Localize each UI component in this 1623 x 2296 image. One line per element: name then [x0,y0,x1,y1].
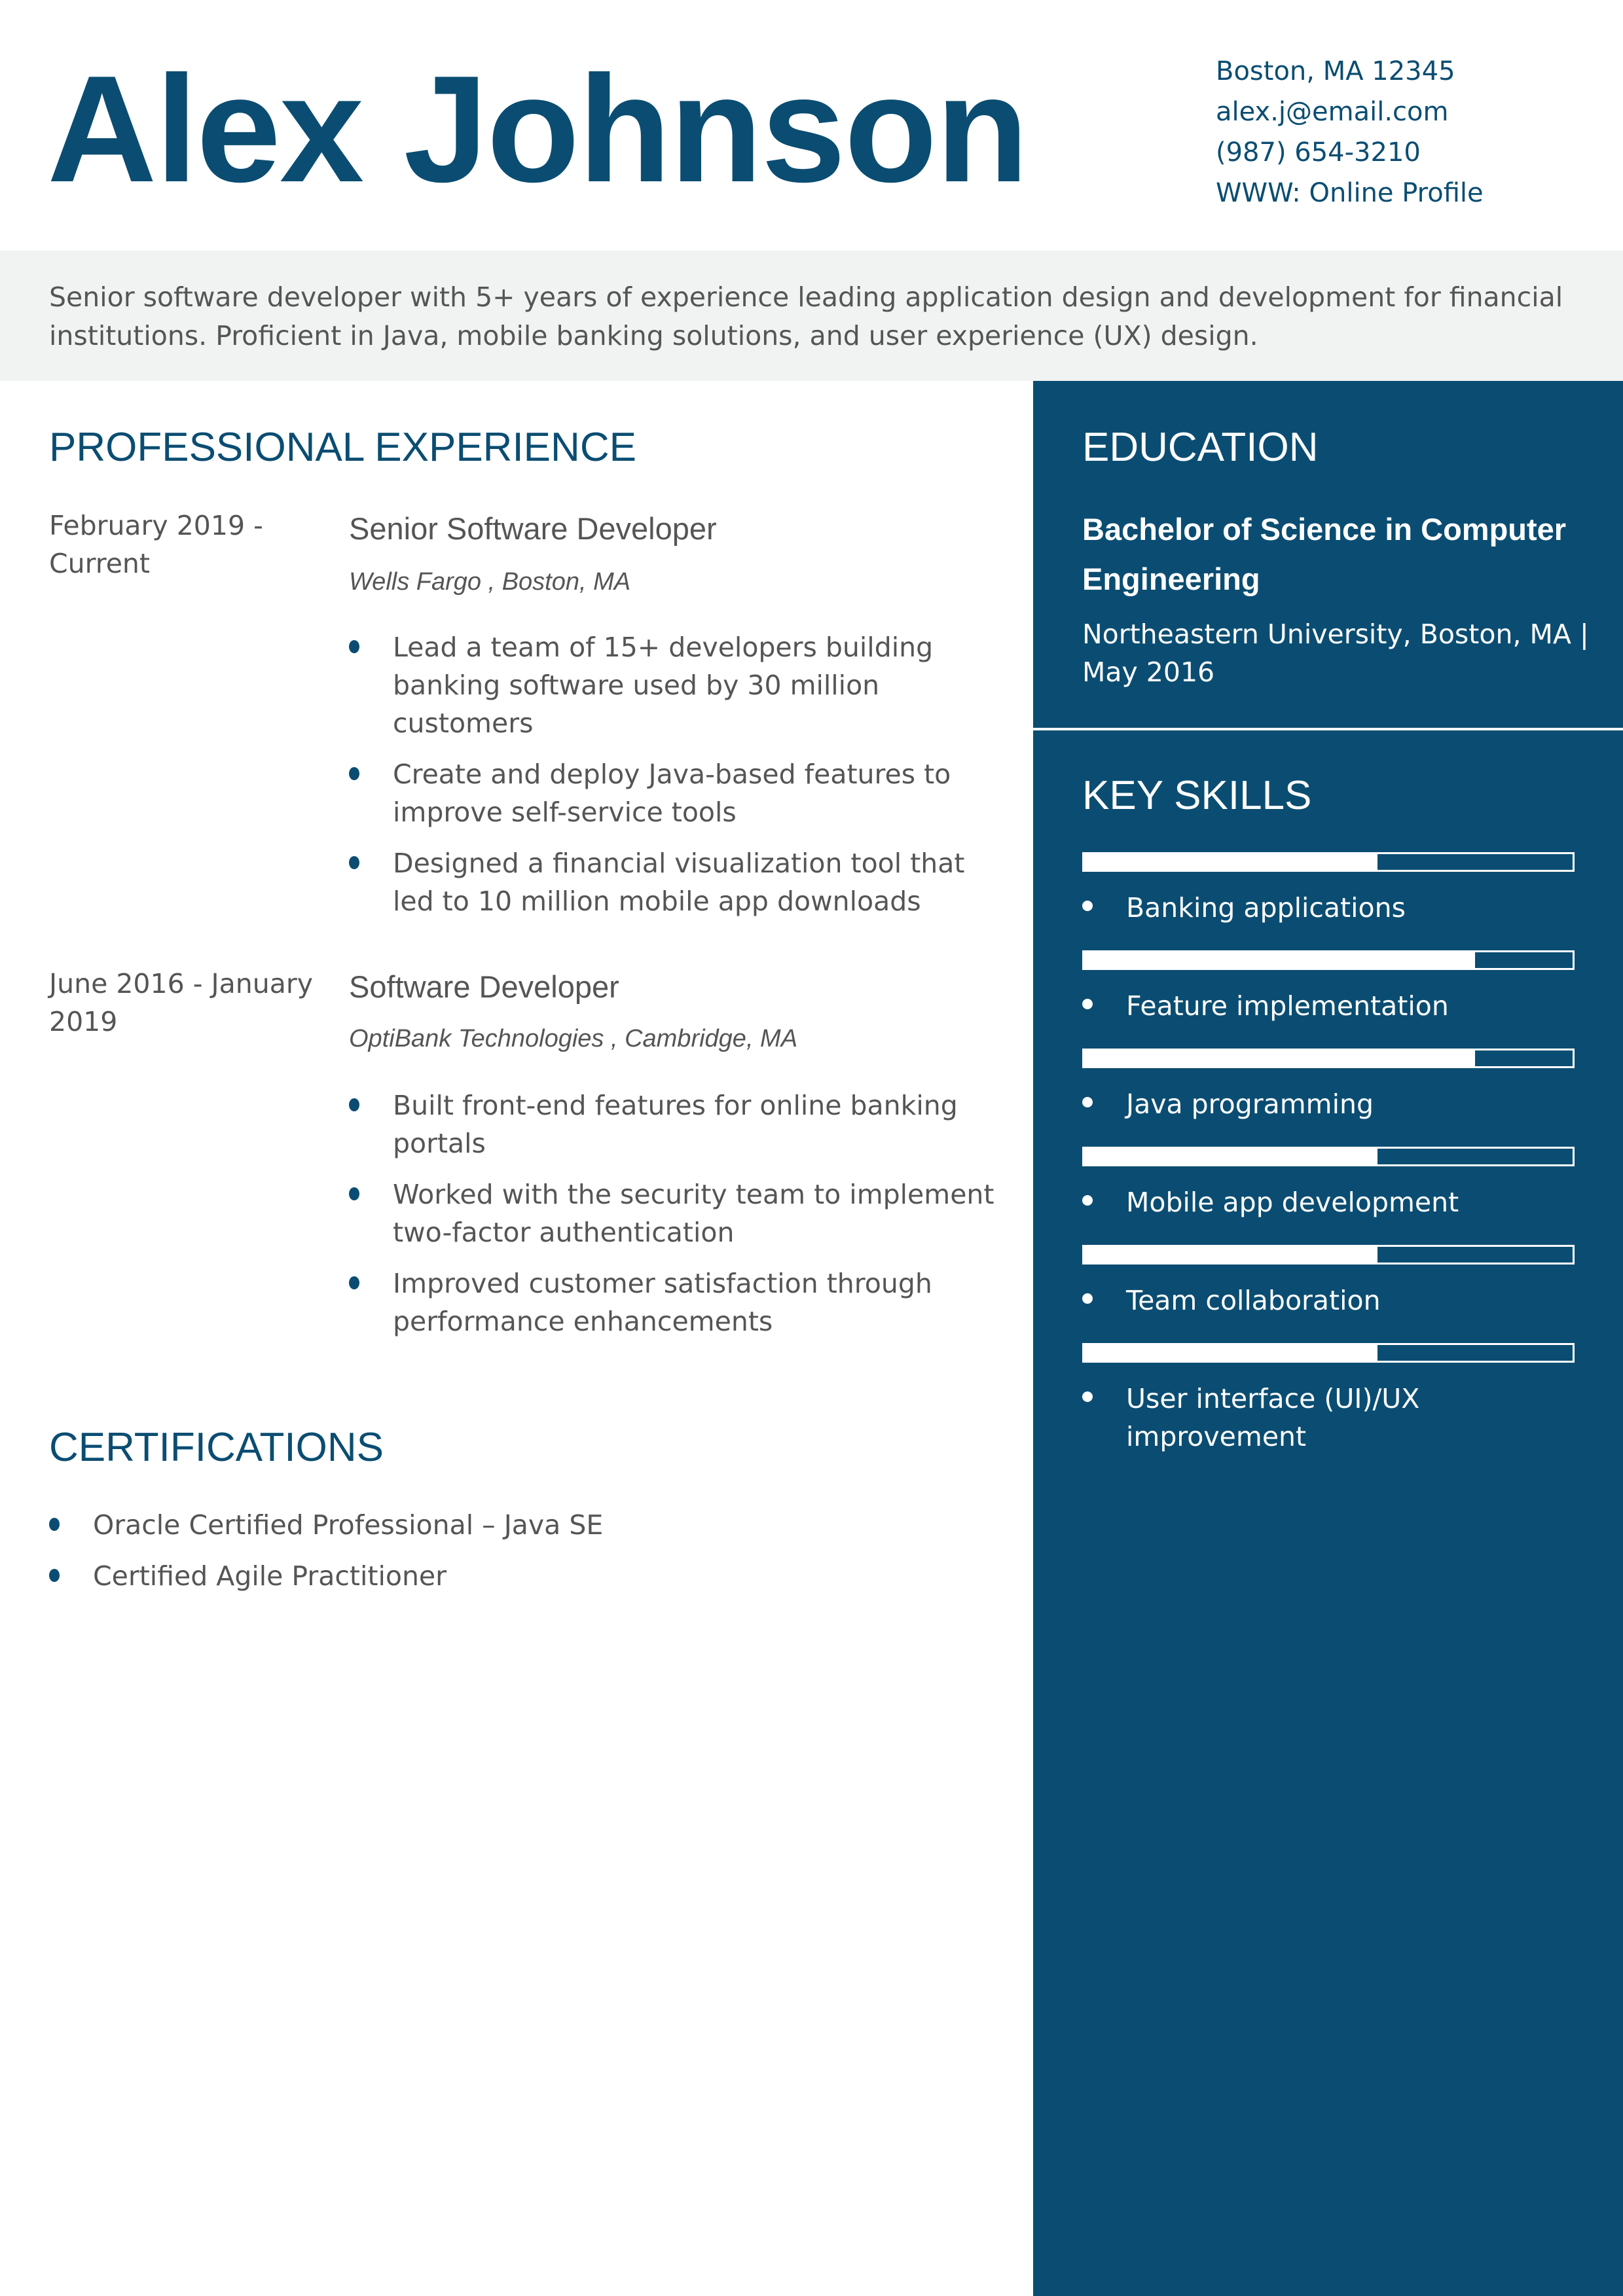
list-item: Certified Agile Practitioner [49,1557,966,1595]
list-item: Designed a financial visualization tool that led to 10 million mobile app downloads [349,844,1004,920]
skill-label: Java programming [1126,1088,1374,1120]
skills-heading: KEY SKILLS [1082,773,1312,818]
bullet-icon [349,1276,359,1289]
skill-item [1082,1343,1575,1456]
skill-label: Banking applications [1126,892,1406,924]
list-item: Built front-end features for online banking portals [349,1086,1004,1162]
skill-level-fill [1084,1050,1475,1066]
skill-label: Mobile app development [1126,1187,1459,1218]
bullet-icon [1082,1195,1093,1206]
list-item: Improved customer satisfaction through performance enhancements [349,1265,1004,1340]
skill-level-fill [1084,1345,1377,1361]
bullet-icon [1082,1293,1093,1304]
bullet-icon [49,1518,60,1531]
sidebar-divider [1033,728,1623,730]
job-1-company: Wells Fargo , Boston, MA [349,568,631,596]
skill-level-bar [1082,950,1575,970]
job-1-bullets [349,628,1004,933]
bullet-icon [349,856,359,869]
contact-address: Boston, MA 12345 [1216,56,1455,86]
list-item: Oracle Certified Professional – Java SE [49,1506,966,1544]
candidate-name: Alex Johnson [47,45,1028,214]
skill-item [1082,1245,1575,1319]
skill-level-bar [1082,1343,1575,1363]
skill-label: Feature implementation [1126,990,1449,1022]
list-item: Create and deploy Java-based features to improve self-service tools [349,755,1004,831]
skill-label: Team collaboration [1126,1285,1381,1316]
skill-level-fill [1084,854,1377,870]
job-2-bullets [349,1086,1004,1354]
skill-item [1082,1147,1575,1221]
skill-level-bar [1082,1049,1575,1068]
education-heading: EDUCATION [1082,425,1319,470]
job-2-title: Software Developer [349,969,619,1004]
skill-level-bar [1082,1245,1575,1265]
skill-item [1082,1049,1575,1123]
certifications-list [49,1506,966,1608]
job-1-title: Senior Software Developer [349,511,717,546]
bullet-icon [349,1187,359,1200]
skill-level-fill [1084,1247,1377,1263]
skill-level-bar [1082,852,1575,872]
job-2-dates: June 2016 - January 2019 [49,968,313,1037]
job-2-company: OptiBank Technologies , Cambridge, MA [349,1025,798,1052]
bullet-icon [349,767,359,780]
bullet-icon [49,1569,60,1582]
skill-item [1082,852,1575,927]
professional-summary: Senior software developer with 5+ years of experience leading application design and development for financial institutions. Proficient in Java, mobile banking solutions, and user experience (UX) design. [49,281,1563,351]
list-item: Lead a team of 15+ developers building banking software used by 30 million customers [349,628,1004,742]
bullet-icon [349,1098,359,1111]
skill-level-bar [1082,1147,1575,1166]
skill-label: User interface (UI)/UX improvement [1126,1383,1420,1452]
certifications-heading: CERTIFICATIONS [49,1425,384,1470]
bullet-icon [1082,999,1093,1009]
bullet-icon [349,640,359,653]
skill-item [1082,950,1575,1025]
bullet-icon [1082,1391,1093,1402]
experience-heading: PROFESSIONAL EXPERIENCE [49,425,636,470]
contact-website[interactable]: WWW: Online Profile [1216,178,1484,208]
bullet-icon [1082,901,1093,911]
contact-email[interactable]: alex.j@email.com [1216,97,1449,127]
contact-info [1216,51,1484,213]
contact-phone[interactable]: (987) 654-3210 [1216,137,1421,168]
skill-level-fill [1084,952,1475,968]
bullet-icon [1082,1097,1093,1107]
job-1-dates: February 2019 - Current [49,510,263,579]
skill-level-fill [1084,1149,1377,1164]
education-school: Northeastern University, Boston, MA | May 2016 [1082,619,1589,688]
education-degree: Bachelor of Science in Computer Engineering [1082,512,1567,596]
list-item: Worked with the security team to implement two-factor authentication [349,1175,1004,1251]
